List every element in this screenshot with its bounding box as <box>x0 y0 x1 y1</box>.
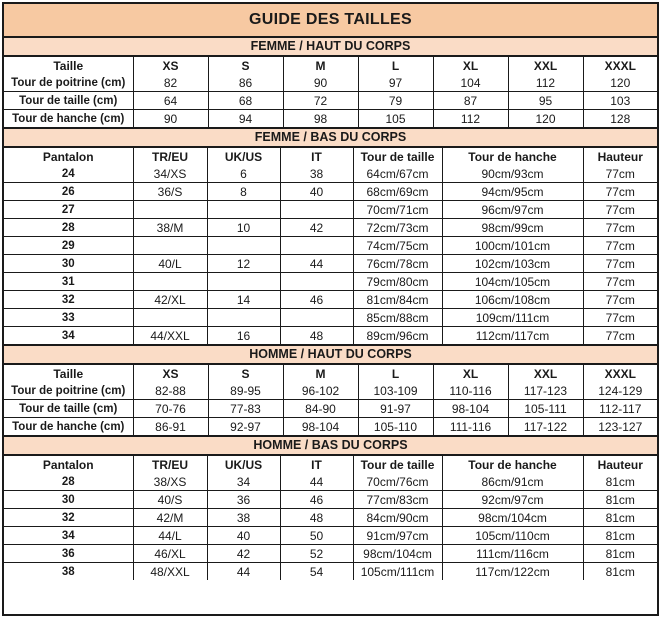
table-row <box>4 183 657 201</box>
cell: 81cm <box>583 527 657 545</box>
cell: 44 <box>280 473 353 491</box>
cell: 34/XS <box>133 165 207 183</box>
cell: 91-97 <box>358 400 433 418</box>
column-header: M <box>283 365 358 382</box>
cell: 98cm/104cm <box>442 509 583 527</box>
row-header: 29 <box>4 237 133 255</box>
cell: 10 <box>207 219 280 237</box>
cell: 44/XXL <box>133 327 207 345</box>
cell: 111cm/116cm <box>442 545 583 563</box>
cell: 98cm/104cm <box>353 545 442 563</box>
cell: 94cm/95cm <box>442 183 583 201</box>
table-row <box>4 255 657 273</box>
cell: 112 <box>508 74 583 92</box>
cell: 91cm/97cm <box>353 527 442 545</box>
header-row <box>4 456 657 473</box>
column-header: Tour de taille <box>353 456 442 473</box>
column-header: TR/EU <box>133 148 207 165</box>
cell: 72cm/73cm <box>353 219 442 237</box>
cell: 44/L <box>133 527 207 545</box>
cell: 64cm/67cm <box>353 165 442 183</box>
cell: 96-102 <box>283 382 358 400</box>
header-row <box>4 148 657 165</box>
cell: 120 <box>583 74 657 92</box>
sections-host <box>4 36 657 580</box>
row-header: 26 <box>4 183 133 201</box>
cell: 74cm/75cm <box>353 237 442 255</box>
section-heading: HOMME / BAS DU CORPS <box>4 435 657 456</box>
cell <box>280 201 353 219</box>
row-header: Tour de poitrine (cm) <box>4 382 133 400</box>
cell: 87 <box>433 92 508 110</box>
cell: 77cm <box>583 255 657 273</box>
cell: 111-116 <box>433 418 508 436</box>
cell: 104 <box>433 74 508 92</box>
cell: 92-97 <box>208 418 283 436</box>
row-header: 24 <box>4 165 133 183</box>
table-row <box>4 237 657 255</box>
cell: 44 <box>280 255 353 273</box>
cell: 82 <box>133 74 208 92</box>
cell: 50 <box>280 527 353 545</box>
column-header: XXXL <box>583 365 657 382</box>
cell: 100cm/101cm <box>442 237 583 255</box>
cell: 36 <box>207 491 280 509</box>
table-row <box>4 201 657 219</box>
cell: 70cm/71cm <box>353 201 442 219</box>
cell: 112cm/117cm <box>442 327 583 345</box>
cell: 105-111 <box>508 400 583 418</box>
cell: 81cm <box>583 563 657 581</box>
cell: 68 <box>208 92 283 110</box>
table-row <box>4 527 657 545</box>
row-header: 30 <box>4 255 133 273</box>
cell: 117-122 <box>508 418 583 436</box>
cell: 104cm/105cm <box>442 273 583 291</box>
section-heading: FEMME / BAS DU CORPS <box>4 127 657 148</box>
cell: 90 <box>133 110 208 128</box>
cell: 110-116 <box>433 382 508 400</box>
cell: 105cm/110cm <box>442 527 583 545</box>
cell: 64 <box>133 92 208 110</box>
cell: 124-129 <box>583 382 657 400</box>
cell: 77cm <box>583 309 657 327</box>
row-header: 34 <box>4 527 133 545</box>
cell: 40 <box>207 527 280 545</box>
column-header: L <box>358 365 433 382</box>
cell: 89cm/96cm <box>353 327 442 345</box>
cell <box>133 237 207 255</box>
section-table-measure <box>4 57 657 127</box>
section-heading: HOMME / HAUT DU CORPS <box>4 344 657 365</box>
cell: 94 <box>208 110 283 128</box>
cell: 42/XL <box>133 291 207 309</box>
cell: 14 <box>207 291 280 309</box>
cell: 79 <box>358 92 433 110</box>
cell: 68cm/69cm <box>353 183 442 201</box>
row-header: Tour de hanche (cm) <box>4 418 133 436</box>
column-header: S <box>208 365 283 382</box>
cell: 117-123 <box>508 382 583 400</box>
cell: 34 <box>207 473 280 491</box>
cell: 97 <box>358 74 433 92</box>
column-header: XL <box>433 365 508 382</box>
cell <box>280 309 353 327</box>
cell: 46 <box>280 491 353 509</box>
row-header: 32 <box>4 509 133 527</box>
cell: 70-76 <box>133 400 208 418</box>
row-header: 38 <box>4 563 133 581</box>
cell: 81cm <box>583 545 657 563</box>
cell: 123-127 <box>583 418 657 436</box>
cell: 90 <box>283 74 358 92</box>
row-header: 31 <box>4 273 133 291</box>
column-header: XS <box>133 365 208 382</box>
cell: 77cm <box>583 273 657 291</box>
cell: 98-104 <box>433 400 508 418</box>
cell: 38/XS <box>133 473 207 491</box>
cell: 77cm <box>583 183 657 201</box>
column-header: TR/EU <box>133 456 207 473</box>
row-header: 36 <box>4 545 133 563</box>
cell: 77cm/83cm <box>353 491 442 509</box>
header-row <box>4 365 657 382</box>
cell: 86-91 <box>133 418 208 436</box>
cell: 77cm <box>583 327 657 345</box>
table-row <box>4 92 657 110</box>
cell: 105-110 <box>358 418 433 436</box>
cell: 44 <box>207 563 280 581</box>
cell: 48 <box>280 509 353 527</box>
cell: 95 <box>508 92 583 110</box>
cell: 77cm <box>583 291 657 309</box>
table-row <box>4 165 657 183</box>
table-row <box>4 545 657 563</box>
column-header: Tour de hanche <box>442 456 583 473</box>
cell: 98cm/99cm <box>442 219 583 237</box>
table-row <box>4 418 657 436</box>
column-header: XXXL <box>583 57 657 74</box>
section-heading: FEMME / HAUT DU CORPS <box>4 36 657 57</box>
section-table-pants <box>4 456 657 580</box>
cell: 42/M <box>133 509 207 527</box>
cell: 103-109 <box>358 382 433 400</box>
cell <box>133 273 207 291</box>
cell: 42 <box>280 219 353 237</box>
size-guide-frame <box>2 2 659 616</box>
cell: 98 <box>283 110 358 128</box>
cell <box>207 309 280 327</box>
cell: 109cm/111cm <box>442 309 583 327</box>
cell <box>207 201 280 219</box>
column-header: Taille <box>4 365 133 382</box>
row-header: Tour de poitrine (cm) <box>4 74 133 92</box>
cell: 76cm/78cm <box>353 255 442 273</box>
cell: 81cm <box>583 473 657 491</box>
cell: 48/XXL <box>133 563 207 581</box>
page-title: GUIDE DES TAILLES <box>4 4 657 36</box>
column-header: L <box>358 57 433 74</box>
cell: 82-88 <box>133 382 208 400</box>
table-row <box>4 491 657 509</box>
cell: 52 <box>280 545 353 563</box>
cell: 92cm/97cm <box>442 491 583 509</box>
table-row <box>4 400 657 418</box>
cell: 112-117 <box>583 400 657 418</box>
cell: 81cm/84cm <box>353 291 442 309</box>
cell: 77cm <box>583 201 657 219</box>
cell: 120 <box>508 110 583 128</box>
cell: 77cm <box>583 219 657 237</box>
row-header: Tour de taille (cm) <box>4 92 133 110</box>
cell <box>207 237 280 255</box>
column-header: UK/US <box>207 456 280 473</box>
row-header: 30 <box>4 491 133 509</box>
section-table-measure <box>4 365 657 435</box>
cell <box>133 201 207 219</box>
cell: 54 <box>280 563 353 581</box>
cell: 106cm/108cm <box>442 291 583 309</box>
table-row <box>4 291 657 309</box>
column-header: XS <box>133 57 208 74</box>
table-row <box>4 509 657 527</box>
cell: 77cm <box>583 165 657 183</box>
cell: 48 <box>280 327 353 345</box>
cell: 98-104 <box>283 418 358 436</box>
cell: 84cm/90cm <box>353 509 442 527</box>
cell: 12 <box>207 255 280 273</box>
table-row <box>4 74 657 92</box>
cell: 70cm/76cm <box>353 473 442 491</box>
row-header: 33 <box>4 309 133 327</box>
cell: 117cm/122cm <box>442 563 583 581</box>
column-header: S <box>208 57 283 74</box>
cell: 105 <box>358 110 433 128</box>
row-header: 34 <box>4 327 133 345</box>
cell: 79cm/80cm <box>353 273 442 291</box>
cell <box>207 273 280 291</box>
cell: 86 <box>208 74 283 92</box>
cell: 38/M <box>133 219 207 237</box>
cell: 112 <box>433 110 508 128</box>
column-header: IT <box>280 456 353 473</box>
cell <box>133 309 207 327</box>
table-row <box>4 563 657 581</box>
cell: 40 <box>280 183 353 201</box>
cell: 40/L <box>133 255 207 273</box>
cell: 38 <box>280 165 353 183</box>
cell: 102cm/103cm <box>442 255 583 273</box>
row-header: 32 <box>4 291 133 309</box>
cell: 16 <box>207 327 280 345</box>
cell: 40/S <box>133 491 207 509</box>
column-header: XXL <box>508 57 583 74</box>
column-header: Pantalon <box>4 148 133 165</box>
cell: 84-90 <box>283 400 358 418</box>
column-header: Hauteur <box>583 148 657 165</box>
column-header: XL <box>433 57 508 74</box>
cell: 86cm/91cm <box>442 473 583 491</box>
row-header: Tour de hanche (cm) <box>4 110 133 128</box>
row-header: 28 <box>4 473 133 491</box>
column-header: Taille <box>4 57 133 74</box>
table-row <box>4 110 657 128</box>
cell: 103 <box>583 92 657 110</box>
column-header: XXL <box>508 365 583 382</box>
cell: 81cm <box>583 509 657 527</box>
section-table-pants <box>4 148 657 344</box>
table-row <box>4 309 657 327</box>
column-header: Tour de hanche <box>442 148 583 165</box>
cell: 6 <box>207 165 280 183</box>
cell: 105cm/111cm <box>353 563 442 581</box>
column-header: Tour de taille <box>353 148 442 165</box>
column-header: Hauteur <box>583 456 657 473</box>
cell: 96cm/97cm <box>442 201 583 219</box>
cell: 36/S <box>133 183 207 201</box>
column-header: UK/US <box>207 148 280 165</box>
row-header: 27 <box>4 201 133 219</box>
row-header: 28 <box>4 219 133 237</box>
cell: 81cm <box>583 491 657 509</box>
cell: 46/XL <box>133 545 207 563</box>
table-row <box>4 327 657 345</box>
cell: 72 <box>283 92 358 110</box>
cell: 46 <box>280 291 353 309</box>
cell: 128 <box>583 110 657 128</box>
cell: 90cm/93cm <box>442 165 583 183</box>
cell: 42 <box>207 545 280 563</box>
column-header: Pantalon <box>4 456 133 473</box>
cell: 85cm/88cm <box>353 309 442 327</box>
cell <box>280 237 353 255</box>
table-row <box>4 219 657 237</box>
table-row <box>4 273 657 291</box>
cell: 38 <box>207 509 280 527</box>
row-header: Tour de taille (cm) <box>4 400 133 418</box>
cell: 77-83 <box>208 400 283 418</box>
table-row <box>4 473 657 491</box>
column-header: M <box>283 57 358 74</box>
cell <box>280 273 353 291</box>
cell: 77cm <box>583 237 657 255</box>
header-row <box>4 57 657 74</box>
column-header: IT <box>280 148 353 165</box>
cell: 89-95 <box>208 382 283 400</box>
table-row <box>4 382 657 400</box>
cell: 8 <box>207 183 280 201</box>
